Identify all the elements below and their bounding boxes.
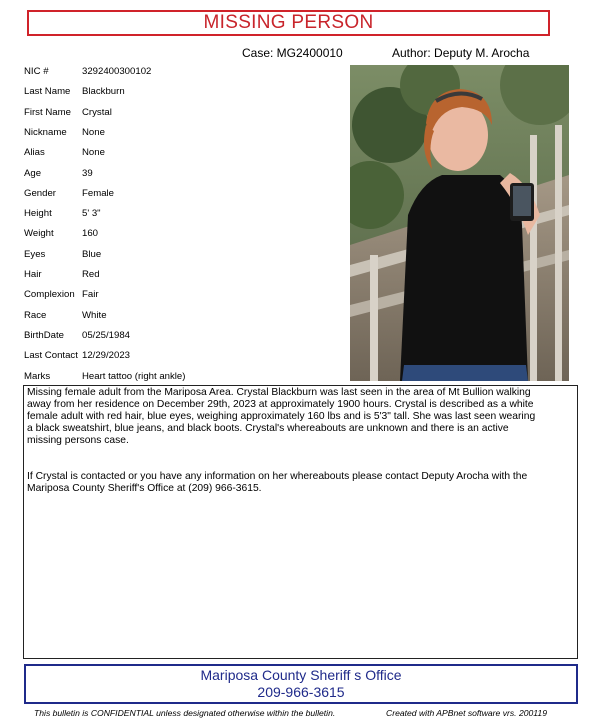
- field-label: Age: [24, 167, 42, 179]
- author: Author: Deputy M. Arocha: [392, 46, 530, 60]
- field-label: Race: [24, 309, 47, 321]
- field-label: Complexion: [24, 289, 75, 301]
- description-box: [23, 385, 578, 659]
- description-line: missing persons case.: [27, 435, 129, 446]
- field-value: Blackburn: [82, 86, 125, 98]
- field-value: Crystal: [82, 106, 112, 118]
- field-value: 05/25/1984: [82, 329, 131, 341]
- description-line: female adult with red hair, blue eyes, weighing approximately 160 lbs and is 5'3" tall. She was last seen wearing: [27, 411, 536, 422]
- field-value: 5' 3": [82, 208, 101, 220]
- agency-phone: 209-966-3615: [257, 684, 345, 700]
- field-value: 12/29/2023: [82, 350, 131, 362]
- field-label: Alias: [24, 147, 45, 159]
- contact-line: If Crystal is contacted or you have any information on her whereabouts please contact Deputy Arocha with the: [27, 471, 528, 482]
- confidential-note: This bulletin is CONFIDENTIAL unless designated otherwise within the bulletin.: [34, 708, 336, 718]
- field-value: Female: [82, 187, 114, 199]
- field-value: Blue: [82, 248, 102, 260]
- field-label: Eyes: [24, 248, 46, 260]
- field-label: Last Name: [24, 86, 71, 98]
- field-label: Marks: [24, 370, 51, 382]
- field-label: First Name: [24, 106, 71, 118]
- field-label: Gender: [24, 187, 56, 199]
- field-label: Last Contact: [24, 350, 78, 362]
- agency-name: Mariposa County Sheriff s Office: [200, 667, 402, 683]
- field-value: None: [82, 147, 105, 159]
- agency-footer: [24, 664, 578, 704]
- description-line: Missing female adult from the Mariposa Area. Crystal Blackburn was last seen in the area of Mt Bullion walking: [27, 387, 531, 398]
- missing-person-photo: [350, 65, 569, 381]
- bulletin-title-box: [27, 10, 550, 36]
- field-value: 160: [82, 228, 99, 240]
- field-label: Height: [24, 208, 52, 220]
- case-number: Case: MG2400010: [242, 46, 343, 60]
- field-label: BirthDate: [24, 329, 64, 341]
- field-value: None: [82, 126, 105, 138]
- bulletin-title: MISSING PERSON: [203, 12, 374, 33]
- field-value: 3292400300102: [82, 66, 152, 77]
- field-label: NIC #: [24, 66, 49, 77]
- description-line: away from her residence on December 29th, 2023 at approximately 1900 hours. Crystal is described as a white: [27, 399, 534, 410]
- field-label: Hair: [24, 269, 42, 280]
- field-value: Fair: [82, 289, 99, 301]
- field-label: Weight: [24, 228, 54, 240]
- software-credit: Created with APBnet software vrs. 200119: [386, 708, 547, 718]
- field-value: 39: [82, 167, 93, 179]
- field-value: Red: [82, 269, 100, 280]
- field-label: Nickname: [24, 126, 67, 138]
- description-line: a black sweatshirt, blue jeans, and black boots. Crystal's whereabouts are unknown and there is an active: [27, 423, 509, 434]
- contact-line: Mariposa County Sheriff's Office at (209) 966-3615.: [27, 483, 262, 494]
- field-value: Heart tattoo (right ankle): [82, 370, 186, 382]
- field-value: White: [82, 309, 107, 321]
